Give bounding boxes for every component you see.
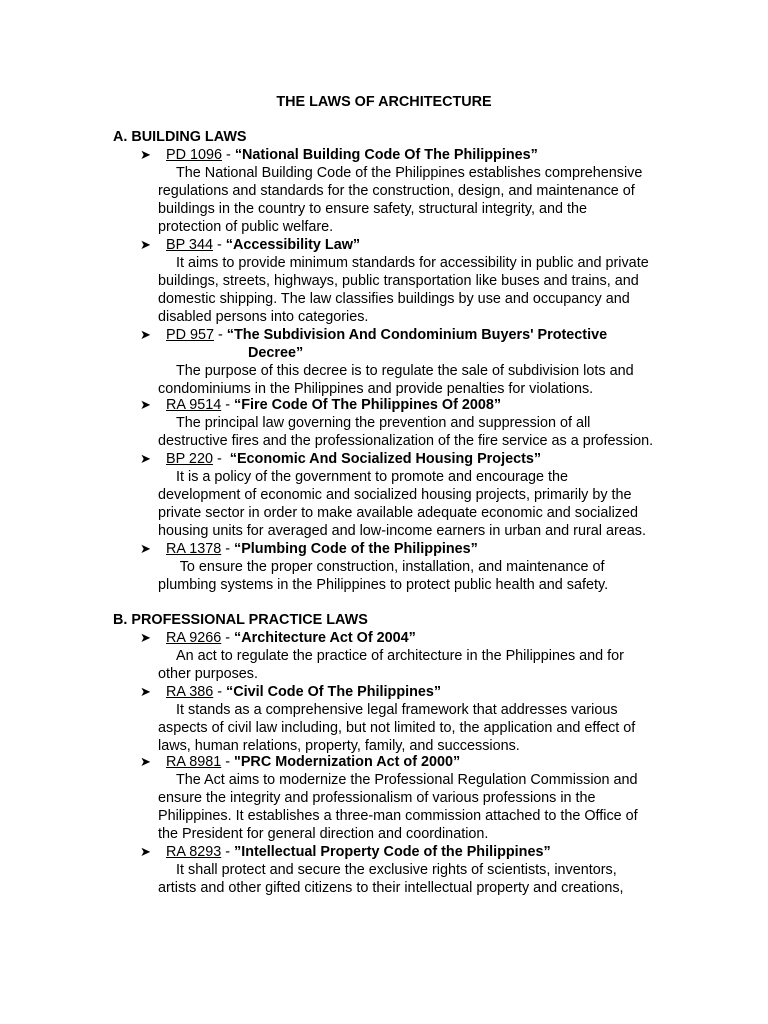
law-code: RA 386: [166, 684, 214, 700]
law-code: BP 220: [166, 451, 213, 467]
description-line: laws, human relations, property, family, and successions.: [158, 738, 520, 754]
law-description: [140, 414, 670, 450]
description-line: aspects of civil law including, but not limited to, the application and effect of: [158, 720, 636, 736]
law-heading: [140, 540, 670, 558]
description-line: plumbing systems in the Philippines to protect public health and safety.: [158, 577, 609, 593]
description-line: The purpose of this decree is to regulate the sale of subdivision lots and: [176, 363, 634, 379]
description-line: It shall protect and secure the exclusive rights of scientists, inventors,: [176, 862, 617, 878]
law-heading: [140, 396, 670, 414]
description-line: artists and other gifted citizens to their intellectual property and creations,: [158, 880, 624, 896]
description-line: buildings, streets, highways, public transportation like buses and trains, and: [158, 273, 639, 289]
law-code: BP 344: [166, 237, 213, 253]
law-heading: [140, 326, 670, 344]
law-title: “Plumbing Code of the Philippines”: [234, 541, 478, 557]
arrow-bullet-icon: ➤: [140, 397, 151, 412]
description-line: It is a policy of the government to promote and encourage the: [176, 469, 568, 485]
law-heading: [140, 753, 670, 771]
description-line: The Act aims to modernize the Professional Regulation Commission and: [176, 772, 638, 788]
arrow-bullet-icon: ➤: [140, 630, 151, 645]
section-heading-building-laws: A. BUILDING LAWS: [113, 129, 247, 145]
law-separator: -: [212, 237, 226, 253]
law-description: [140, 558, 670, 594]
law-code: RA 8981: [166, 754, 222, 770]
arrow-bullet-icon: ➤: [140, 237, 151, 252]
arrow-bullet-icon: ➤: [140, 147, 151, 162]
description-line: development of economic and socialized housing projects, primarily by the: [158, 487, 632, 503]
description-line: domestic shipping. The law classifies buildings by use and occupancy and: [158, 291, 630, 307]
law-heading: [140, 450, 670, 468]
description-line: condominiums in the Philippines and provide penalties for violations.: [158, 381, 594, 397]
law-code: PD 1096: [166, 147, 223, 163]
description-line: protection of public welfare.: [158, 219, 334, 235]
law-item: [140, 540, 670, 594]
description-line: It aims to provide minimum standards for accessibility in public and private: [176, 255, 649, 271]
law-title: “The Subdivision And Condominium Buyers' Protective: [226, 327, 608, 343]
document-title: THE LAWS OF ARCHITECTURE: [276, 94, 492, 110]
arrow-bullet-icon: ➤: [140, 684, 151, 699]
law-item: [140, 236, 670, 326]
description-line: The National Building Code of the Philippines establishes comprehensive: [176, 165, 643, 181]
law-title: “Economic And Socialized Housing Projects”: [229, 451, 542, 467]
law-description: [140, 164, 670, 236]
law-code: RA 1378: [166, 541, 222, 557]
description-line: destructive fires and the professionalization of the fire service as a profession.: [158, 433, 654, 449]
law-description: [140, 254, 670, 326]
law-item: [140, 683, 670, 755]
description-line: It stands as a comprehensive legal framework that addresses various: [176, 702, 618, 718]
law-title-continuation: Decree”: [248, 345, 304, 361]
description-line: the President for general direction and coordination.: [158, 826, 489, 842]
description-line: The principal law governing the prevention and suppression of all: [176, 415, 591, 431]
description-line: ensure the integrity and professionalism of various professions in the: [158, 790, 596, 806]
description-line: private sector in order to make available adequate economic and socialized: [158, 505, 638, 521]
law-separator: -: [221, 397, 235, 413]
law-item: [140, 396, 670, 450]
law-item: [140, 753, 670, 843]
description-line: other purposes.: [158, 666, 258, 682]
law-heading: [140, 146, 670, 164]
law-description: [140, 771, 670, 843]
law-title: “Civil Code Of The Philippines”: [226, 684, 442, 700]
law-title: “Fire Code Of The Philippines Of 2008”: [234, 397, 502, 413]
law-separator: -: [212, 451, 230, 467]
law-heading: [140, 843, 670, 861]
law-description: [140, 861, 670, 897]
law-code: RA 9266: [166, 630, 222, 646]
law-item: [140, 326, 670, 398]
law-separator: -: [221, 844, 235, 860]
law-code: PD 957: [166, 327, 214, 343]
law-title: “Architecture Act Of 2004”: [234, 630, 416, 646]
section-heading-professional-practice-laws: B. PROFESSIONAL PRACTICE LAWS: [113, 612, 368, 628]
arrow-bullet-icon: ➤: [140, 844, 151, 859]
law-item: [140, 146, 670, 236]
law-separator: -: [222, 147, 235, 163]
description-line: housing units for averaged and low-income earners in urban and rural areas.: [158, 523, 646, 539]
law-title: “Accessibility Law”: [225, 237, 361, 253]
law-title: “National Building Code Of The Philippines”: [234, 147, 538, 163]
law-heading: [140, 629, 670, 647]
law-separator: -: [221, 630, 235, 646]
arrow-bullet-icon: ➤: [140, 754, 151, 769]
description-line: disabled persons into categories.: [158, 309, 369, 325]
description-line: An act to regulate the practice of architecture in the Philippines and for: [176, 648, 624, 664]
description-line: Philippines. It establishes a three-man commission attached to the Office of: [158, 808, 638, 824]
law-code: RA 9514: [166, 397, 222, 413]
law-heading: [140, 683, 670, 701]
arrow-bullet-icon: ➤: [140, 327, 151, 342]
law-heading: [140, 236, 670, 254]
law-separator: -: [221, 541, 235, 557]
law-description: [140, 362, 670, 398]
description-line: buildings in the country to ensure safety, structural integrity, and the: [158, 201, 588, 217]
law-description: [140, 468, 670, 540]
arrow-bullet-icon: ➤: [140, 451, 151, 466]
law-separator: -: [213, 684, 227, 700]
description-line: To ensure the proper construction, installation, and maintenance of: [176, 559, 605, 575]
arrow-bullet-icon: ➤: [140, 541, 151, 556]
law-title: "PRC Modernization Act of 2000”: [234, 754, 461, 770]
law-description: [140, 701, 670, 755]
law-item: [140, 843, 670, 897]
law-item: [140, 450, 670, 540]
law-description: [140, 647, 670, 683]
law-code: RA 8293: [166, 844, 222, 860]
description-line: regulations and standards for the construction, design, and maintenance of: [158, 183, 635, 199]
law-separator: -: [214, 327, 227, 343]
law-separator: -: [221, 754, 235, 770]
law-item: [140, 629, 670, 683]
law-title: ”Intellectual Property Code of the Philippines”: [234, 844, 551, 860]
